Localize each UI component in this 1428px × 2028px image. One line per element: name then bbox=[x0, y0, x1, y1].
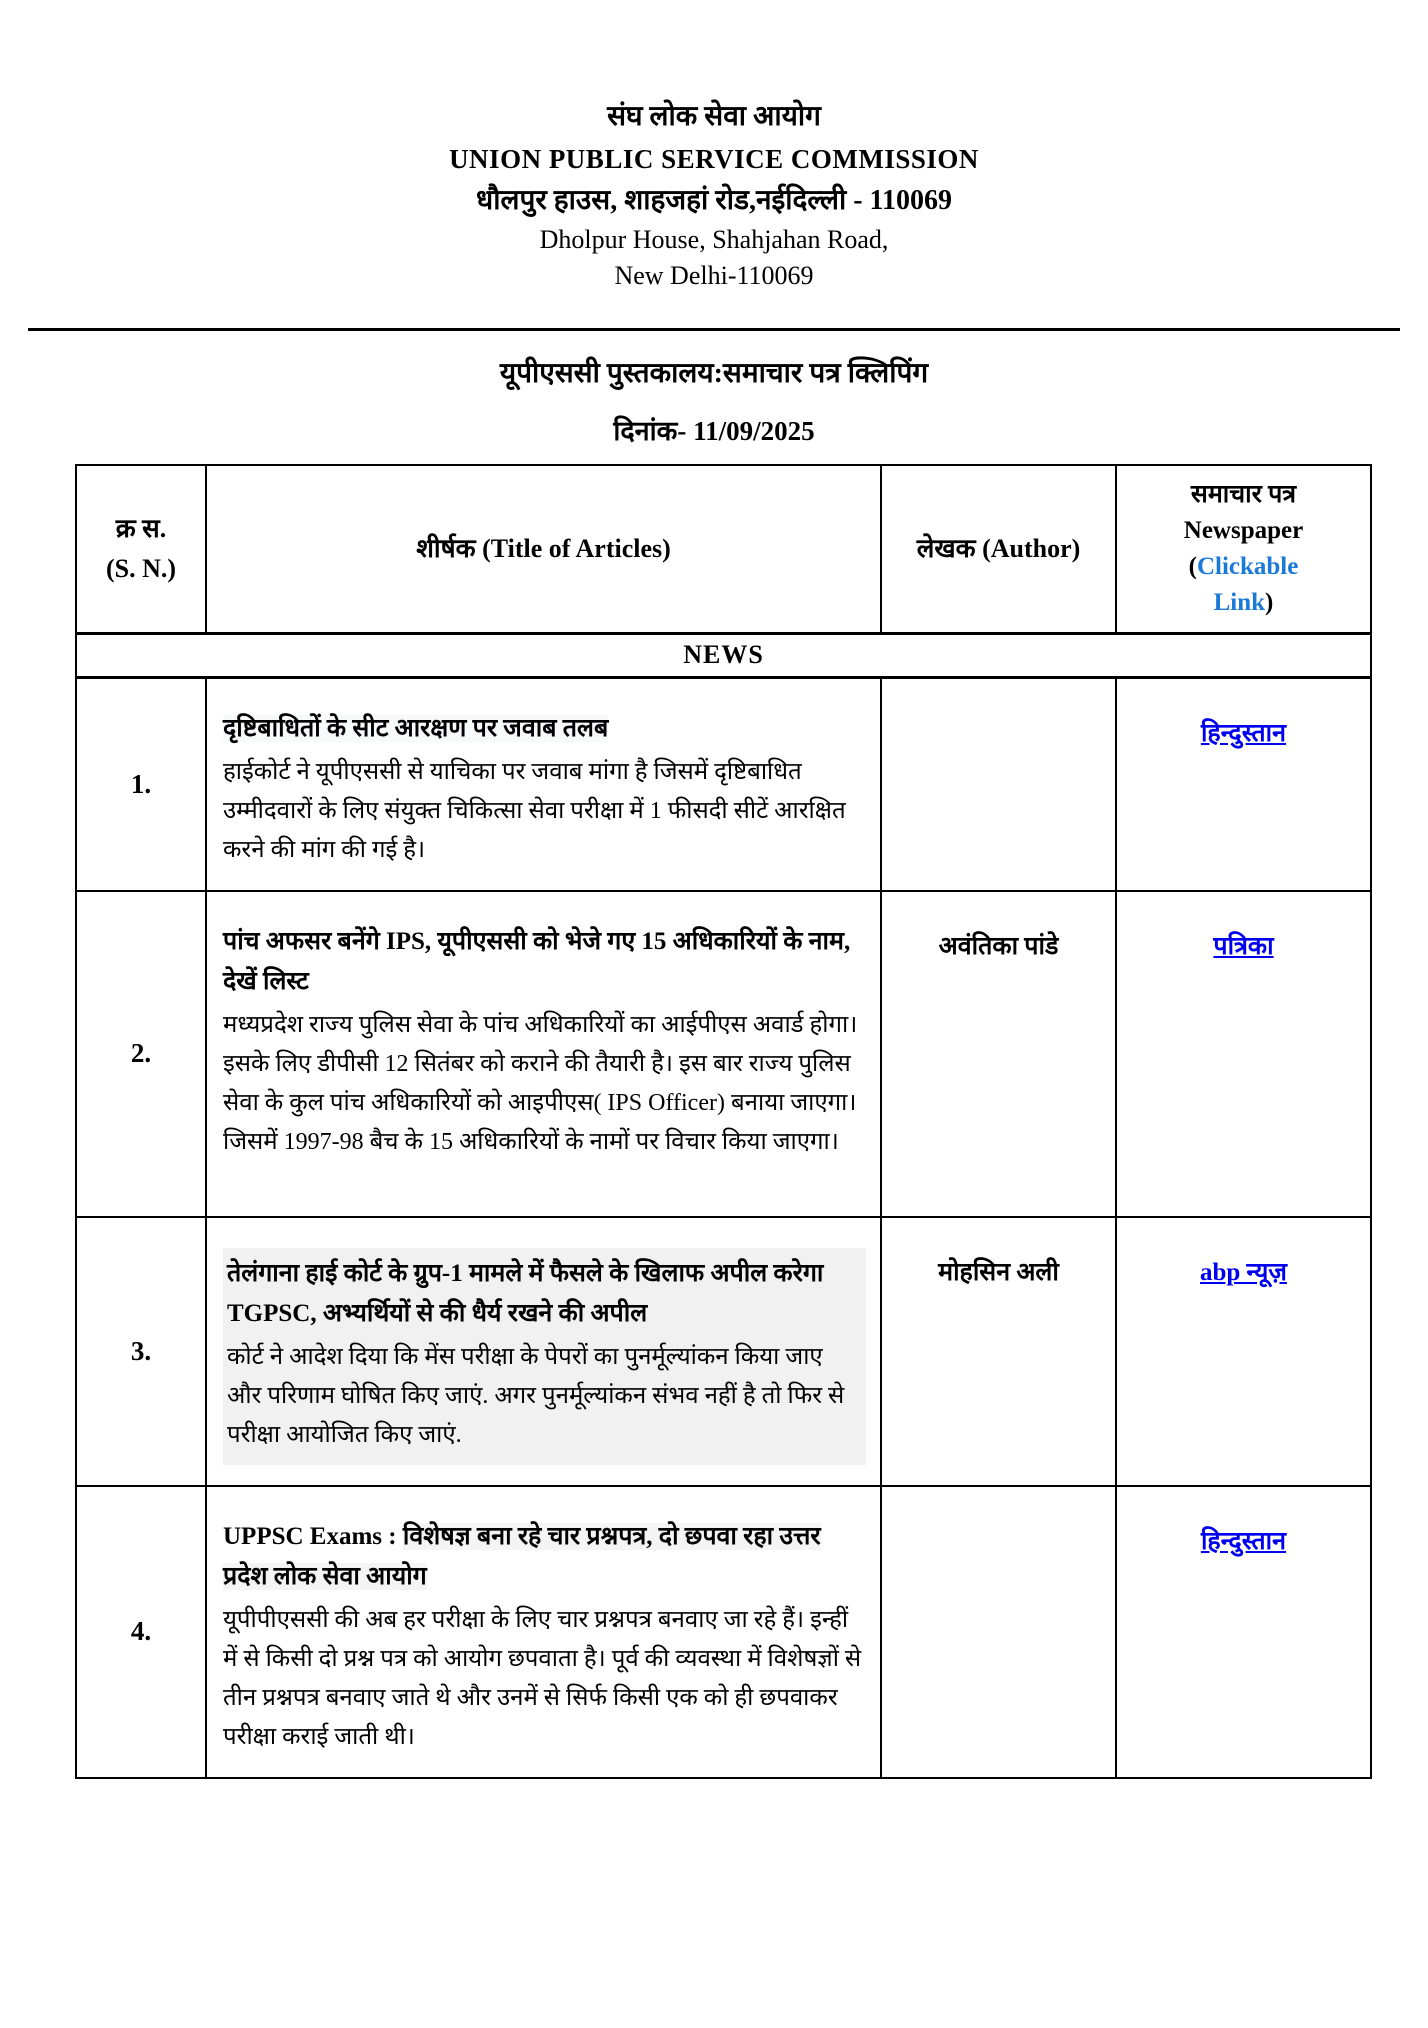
newspaper-link[interactable]: हिन्दुस्तान bbox=[1200, 719, 1287, 747]
document-header bbox=[0, 0, 1428, 294]
article-author bbox=[881, 1486, 1116, 1778]
col-header-clickable-note-2: Link) bbox=[1213, 588, 1274, 616]
doc-subtitle: यूपीएससी पुस्तकालय:समाचार पत्र क्लिपिंग bbox=[499, 358, 929, 389]
col-header-clickable-note: (Clickable bbox=[1188, 552, 1299, 580]
newspaper-link[interactable]: पत्रिका bbox=[1213, 932, 1274, 960]
newspaper-link[interactable]: abp न्यूज़ bbox=[1200, 1258, 1287, 1286]
col-header-newspaper-hindi: समाचार पत्र bbox=[1190, 480, 1297, 508]
col-header-title: शीर्षक (Title of Articles) bbox=[206, 465, 881, 633]
table-row bbox=[76, 1486, 1371, 1778]
org-name-hindi: संघ लोक सेवा आयोग bbox=[607, 101, 821, 132]
article-title: UPPSC Exams : विशेषज्ञ बना रहे चार प्रश्नपत्र, दो छपवा रहा उत्तर प्रदेश लोक सेवा आयोग bbox=[223, 1522, 821, 1590]
row-serial: 2. bbox=[76, 891, 206, 1217]
col-header-sn-english: (S. N.) bbox=[105, 553, 177, 583]
table-row bbox=[76, 677, 1371, 891]
org-address-hindi: धौलपुर हाउस, शाहजहां रोड,नईदिल्ली - 110069 bbox=[476, 185, 952, 216]
news-section-row bbox=[76, 633, 1371, 677]
col-header-newspaper bbox=[1116, 465, 1371, 633]
org-address-english-1: Dholpur House, Shahjahan Road, bbox=[539, 225, 889, 254]
org-address-english-2: New Delhi-110069 bbox=[614, 261, 814, 290]
table-header-row bbox=[76, 465, 1371, 633]
article-title: पांच अफसर बनेंगे IPS, यूपीएससी को भेजे गए 15 अधिकारियों के नाम, देखें लिस्ट bbox=[223, 927, 851, 995]
article-title-english-prefix: UPPSC Exams : bbox=[223, 1522, 403, 1550]
article-author: अवंतिका पांडे bbox=[881, 891, 1116, 1217]
horizontal-divider bbox=[28, 328, 1400, 331]
row-serial: 1. bbox=[76, 677, 206, 891]
newspaper-link[interactable]: हिन्दुस्तान bbox=[1200, 1527, 1287, 1555]
col-header-author: लेखक (Author) bbox=[881, 465, 1116, 633]
article-summary: कोर्ट ने आदेश दिया कि मेंस परीक्षा के पेपरों का पुनर्मूल्यांकन किया जाए और परिणाम घोषित किए जाएं. अगर पुनर्मूल्यांकन संभव नहीं है तो फिर से परीक्षा आयोजित किए जाएं. bbox=[227, 1343, 845, 1448]
clippings-table bbox=[75, 464, 1372, 1779]
news-section-label: NEWS bbox=[76, 633, 1371, 677]
article-summary: मध्यप्रदेश राज्य पुलिस सेवा के पांच अधिकारियों का आईपीएस अवार्ड होगा। इसके लिए डीपीसी 12 सितंबर को कराने की तैयारी है। इस बार राज्य पुलिस सेवा के कुल पांच अधिकारियों को आइपीएस( IPS Officer) बनाया जाएगा। जिसमें 1997-98 बैच के 15 अधिकारियों के नामों पर विचार किया जाएगा। bbox=[223, 1011, 858, 1155]
row-serial: 3. bbox=[76, 1217, 206, 1486]
article-author: मोहसिन अली bbox=[881, 1217, 1116, 1486]
doc-date: दिनांक- 11/09/2025 bbox=[613, 416, 815, 446]
article-title: तेलंगाना हाई कोर्ट के ग्रुप-1 मामले में फैसले के खिलाफ अपील करेगा TGPSC, अभ्यर्थियों से की धैर्य रखने की अपील bbox=[227, 1259, 824, 1327]
row-serial: 4. bbox=[76, 1486, 206, 1778]
table-row bbox=[76, 1217, 1371, 1486]
org-name-english: UNION PUBLIC SERVICE COMMISSION bbox=[449, 144, 979, 174]
col-header-sn-hindi: क्र स. bbox=[115, 513, 167, 543]
article-author bbox=[881, 677, 1116, 891]
col-header-newspaper-english: Newspaper bbox=[1183, 516, 1304, 544]
article-summary: हाईकोर्ट ने यूपीएससी से याचिका पर जवाब मांगा है जिसमें दृष्टिबाधित उम्मीदवारों के लिए संयुक्त चिकित्सा सेवा परीक्षा में 1 फीसदी सीटें आरक्षित करने की मांग की गई है। bbox=[223, 758, 846, 863]
article-summary: यूपीपीएससी की अब हर परीक्षा के लिए चार प्रश्नपत्र बनवाए जा रहे हैं। इन्हीं में से किसी दो प्रश्न पत्र को आयोग छपवाता है। पूर्व की व्यवस्था में विशेषज्ञों से तीन प्रश्नपत्र बनवाए जाते थे और उनमें से सिर्फ किसी एक को ही छपवाकर परीक्षा कराई जाती थी। bbox=[223, 1606, 862, 1750]
article-title: दृष्टिबाधितों के सीट आरक्षण पर जवाब तलब bbox=[223, 714, 609, 742]
table-row bbox=[76, 891, 1371, 1217]
col-header-sn bbox=[76, 465, 206, 633]
